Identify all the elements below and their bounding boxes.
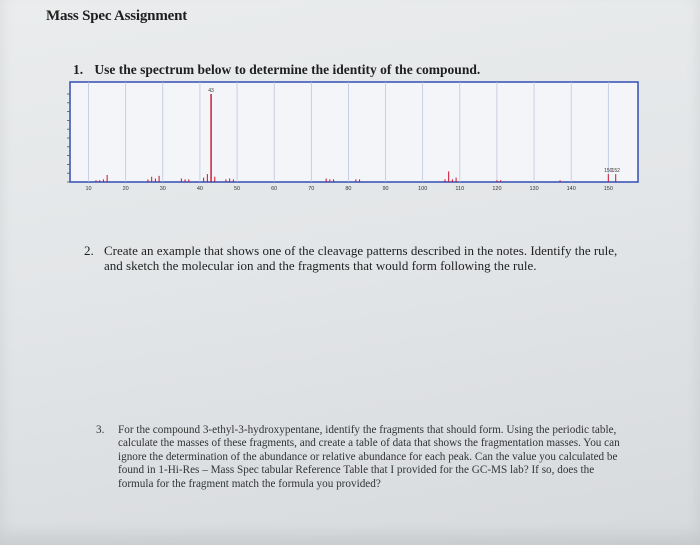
x-tick-label: 100 bbox=[418, 186, 428, 192]
x-tick-label: 30 bbox=[159, 186, 166, 192]
x-tick-label: 150 bbox=[603, 186, 613, 192]
x-tick-label: 40 bbox=[196, 186, 203, 192]
question-1-number: 1. bbox=[73, 62, 84, 77]
x-tick-label: 50 bbox=[233, 186, 241, 192]
question-2 bbox=[84, 243, 630, 273]
x-tick-label: 10 bbox=[85, 186, 92, 192]
plot-frame bbox=[70, 82, 638, 182]
peak-label: 150 bbox=[604, 168, 613, 175]
mass-spectrum-chart bbox=[62, 78, 644, 208]
page-title: Mass Spec Assignment bbox=[46, 8, 188, 24]
question-3-number: 3. bbox=[96, 424, 105, 436]
question-3 bbox=[96, 424, 628, 491]
x-tick-label: 90 bbox=[382, 186, 389, 192]
x-tick-label: 120 bbox=[492, 186, 502, 192]
question-3-text: For the compound 3-ethyl-3-hydroxypentane, identify the fragments that should form. Using the periodic table, calculate the masses of these fragments, and create a table of data that shows the fragmentation masses. You can ignore the determination of the abundance or relative abundance for each peak. Can the value you calculated be found in 1-Hi-Res – Mass Spec tabular Reference Table that I provided for the GC-MS lab? If so, does the formula for the fragment match the formula you provided? bbox=[118, 424, 620, 490]
x-tick-label: 60 bbox=[271, 186, 278, 192]
x-tick-label: 20 bbox=[122, 186, 129, 192]
peak-label: 43 bbox=[208, 88, 214, 94]
question-2-number: 2. bbox=[84, 243, 94, 258]
question-1 bbox=[73, 62, 480, 78]
question-2-text: Create an example that shows one of the cleavage patterns described in the notes. Identify the rule, and sketch the molecular ion and the fragments that would form following the rule. bbox=[104, 243, 618, 273]
x-tick-label: 80 bbox=[345, 186, 352, 192]
x-tick-label: 70 bbox=[308, 186, 315, 192]
x-tick-label: 140 bbox=[566, 186, 576, 192]
x-tick-label: 130 bbox=[529, 186, 539, 192]
question-1-text: Use the spectrum below to determine the identity of the compound. bbox=[94, 62, 481, 77]
peak-label: 152 bbox=[611, 168, 620, 175]
x-tick-label: 110 bbox=[455, 186, 465, 192]
